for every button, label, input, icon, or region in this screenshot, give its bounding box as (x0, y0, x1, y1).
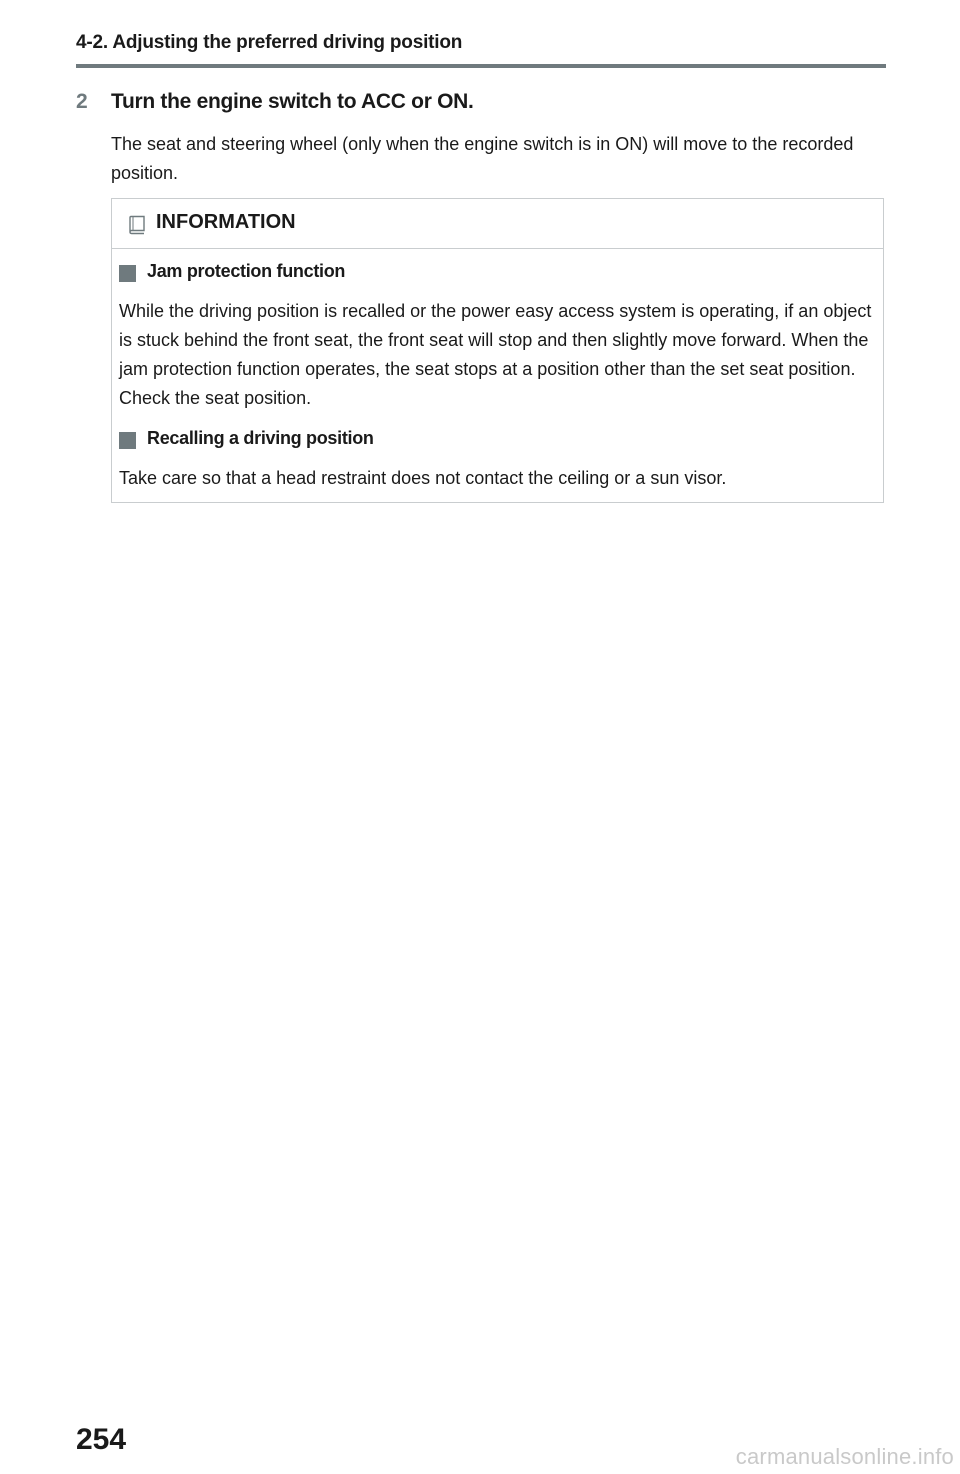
page-header (76, 30, 886, 66)
information-box (111, 198, 884, 503)
sub-body: While the driving position is recalled or the power easy access system is operating, if an object is stuck behind the front seat, the front seat will stop and then slightly move forward. When the jam protection function operates, the seat stops at a position other than the set seat position. Check the seat position. (119, 301, 872, 408)
step-number: 2 (76, 90, 88, 113)
square-bullet-icon (119, 432, 136, 449)
section-title: 4-2. Adjusting the preferred driving position (76, 32, 463, 53)
information-header (112, 199, 883, 249)
book-icon (128, 215, 146, 235)
step-body: The seat and steering wheel (only when the engine switch is in ON) will move to the recorded position. (111, 134, 854, 183)
sub-heading: Recalling a driving position (147, 428, 374, 448)
sub-heading: Jam protection function (147, 261, 346, 281)
step-heading: Turn the engine switch to ACC or ON. (111, 90, 474, 113)
information-title: INFORMATION (156, 211, 296, 233)
square-bullet-icon (119, 265, 136, 282)
watermark: carmanualsonline.info (735, 1444, 954, 1469)
header-divider (76, 64, 886, 68)
sub-body: Take care so that a head restraint does not contact the ceiling or a sun visor. (119, 468, 727, 488)
page-number: 254 (76, 1423, 127, 1456)
